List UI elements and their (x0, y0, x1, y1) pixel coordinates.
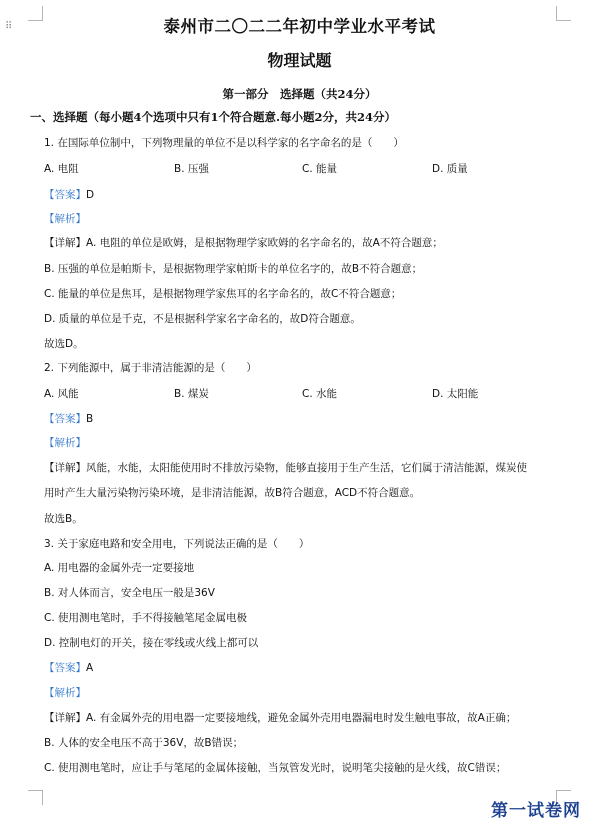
detail-label: 【详解】 (44, 712, 86, 724)
answer-label: 【答案】 (44, 662, 86, 674)
q2-stem: 2. 下列能源中，属于非清洁能源的是（ ） (44, 362, 257, 374)
q3-option-d: D. 控制电灯的开关，接在零线或火线上都可以 (44, 637, 259, 649)
detail-label: 【详解】 (44, 237, 86, 249)
q3-option-c: C. 使用测电笔时，手不得接触笔尾金属电极 (44, 612, 248, 624)
q2-analysis-label: 【解析】 (44, 437, 86, 449)
answer-label: 【答案】 (44, 413, 86, 425)
crop-mark-top-right (556, 6, 571, 21)
q1-option-d: D. 质量 (432, 163, 468, 175)
document-subtitle: 物理试题 (267, 51, 332, 70)
q1-option-a: A. 电阻 (44, 163, 79, 175)
q2-answer (44, 412, 93, 426)
q2-option-d: D. 太阳能 (432, 388, 479, 400)
q3-option-a: A. 用电器的金属外壳一定要接地 (44, 562, 195, 574)
q1-conclusion: 故选D。 (44, 338, 84, 350)
detail-text: 风能，水能，太阳能使用时不排放污染物，能够直接用于生产生活，它们属于清洁能源，煤炭使 (86, 462, 527, 474)
q1-detail-1 (44, 236, 443, 250)
q2-detail-2: 用时产生大量污染物污染环境，是非清洁能源，故B符合题意，ACD不符合题意。 (44, 487, 421, 499)
watermark-logo: 第一试卷网 (491, 801, 581, 821)
q1-answer (44, 188, 94, 202)
q3-detail-1 (44, 711, 516, 725)
q2-option-c: C. 水能 (302, 388, 338, 400)
section-heading: 一、选择题（每小题4个选项中只有1个符合题意.每小题2分，共24分） (30, 110, 397, 124)
drag-handle-icon[interactable]: ⠿ (5, 21, 14, 32)
document-title: 泰州市二〇二二年初中学业水平考试 (163, 17, 436, 36)
answer-label: 【答案】 (44, 189, 86, 201)
q1-stem: 1. 在国际单位制中，下列物理量的单位不是以科学家的名字命名的是（ ） (44, 137, 404, 149)
answer-value: D (86, 189, 95, 201)
q1-detail-3: C. 能量的单位是焦耳，是根据物理学家焦耳的名字命名的，故C不符合题意； (44, 288, 402, 300)
crop-mark-bottom-left (28, 790, 43, 805)
crop-mark-top-left (28, 6, 43, 21)
q2-option-b: B. 煤炭 (174, 388, 209, 400)
q1-detail-4: D. 质量的单位是千克，不是根据科学家名字命名的，故D符合题意。 (44, 313, 361, 325)
q2-detail-1 (44, 461, 527, 475)
detail-text: A. 有金属外壳的用电器一定要接地线，避免金属外壳用电器漏电时发生触电事故，故A正确； (86, 712, 517, 724)
q2-option-a: A. 风能 (44, 388, 79, 400)
q3-stem: 3. 关于家庭电路和安全用电，下列说法正确的是（ ） (44, 538, 310, 550)
q3-option-b: B. 对人体而言，安全电压一般是36V (44, 587, 215, 599)
detail-text: A. 电阻的单位是欧姆，是根据物理学家欧姆的名字命名的，故A不符合题意； (86, 237, 443, 249)
q1-detail-2: B. 压强的单位是帕斯卡，是根据物理学家帕斯卡的单位名字的，故B不符合题意； (44, 263, 423, 275)
detail-label: 【详解】 (44, 462, 86, 474)
q2-conclusion: 故选B。 (44, 513, 83, 525)
q3-answer (44, 661, 93, 675)
answer-value: A (86, 662, 94, 674)
q1-option-b: B. 压强 (174, 163, 209, 175)
q3-analysis-label: 【解析】 (44, 687, 86, 699)
q3-detail-2: B. 人体的安全电压不高于36V，故B错误； (44, 737, 244, 749)
part-heading: 第一部分 选择题（共24分） (222, 87, 377, 101)
q1-analysis-label: 【解析】 (44, 213, 86, 225)
q3-detail-3: C. 使用测电笔时，应让手与笔尾的金属体接触，当氖管发光时，说明笔尖接触的是火线，故C错误； (44, 762, 507, 774)
q1-option-c: C. 能量 (302, 163, 338, 175)
answer-value: B (86, 413, 94, 425)
